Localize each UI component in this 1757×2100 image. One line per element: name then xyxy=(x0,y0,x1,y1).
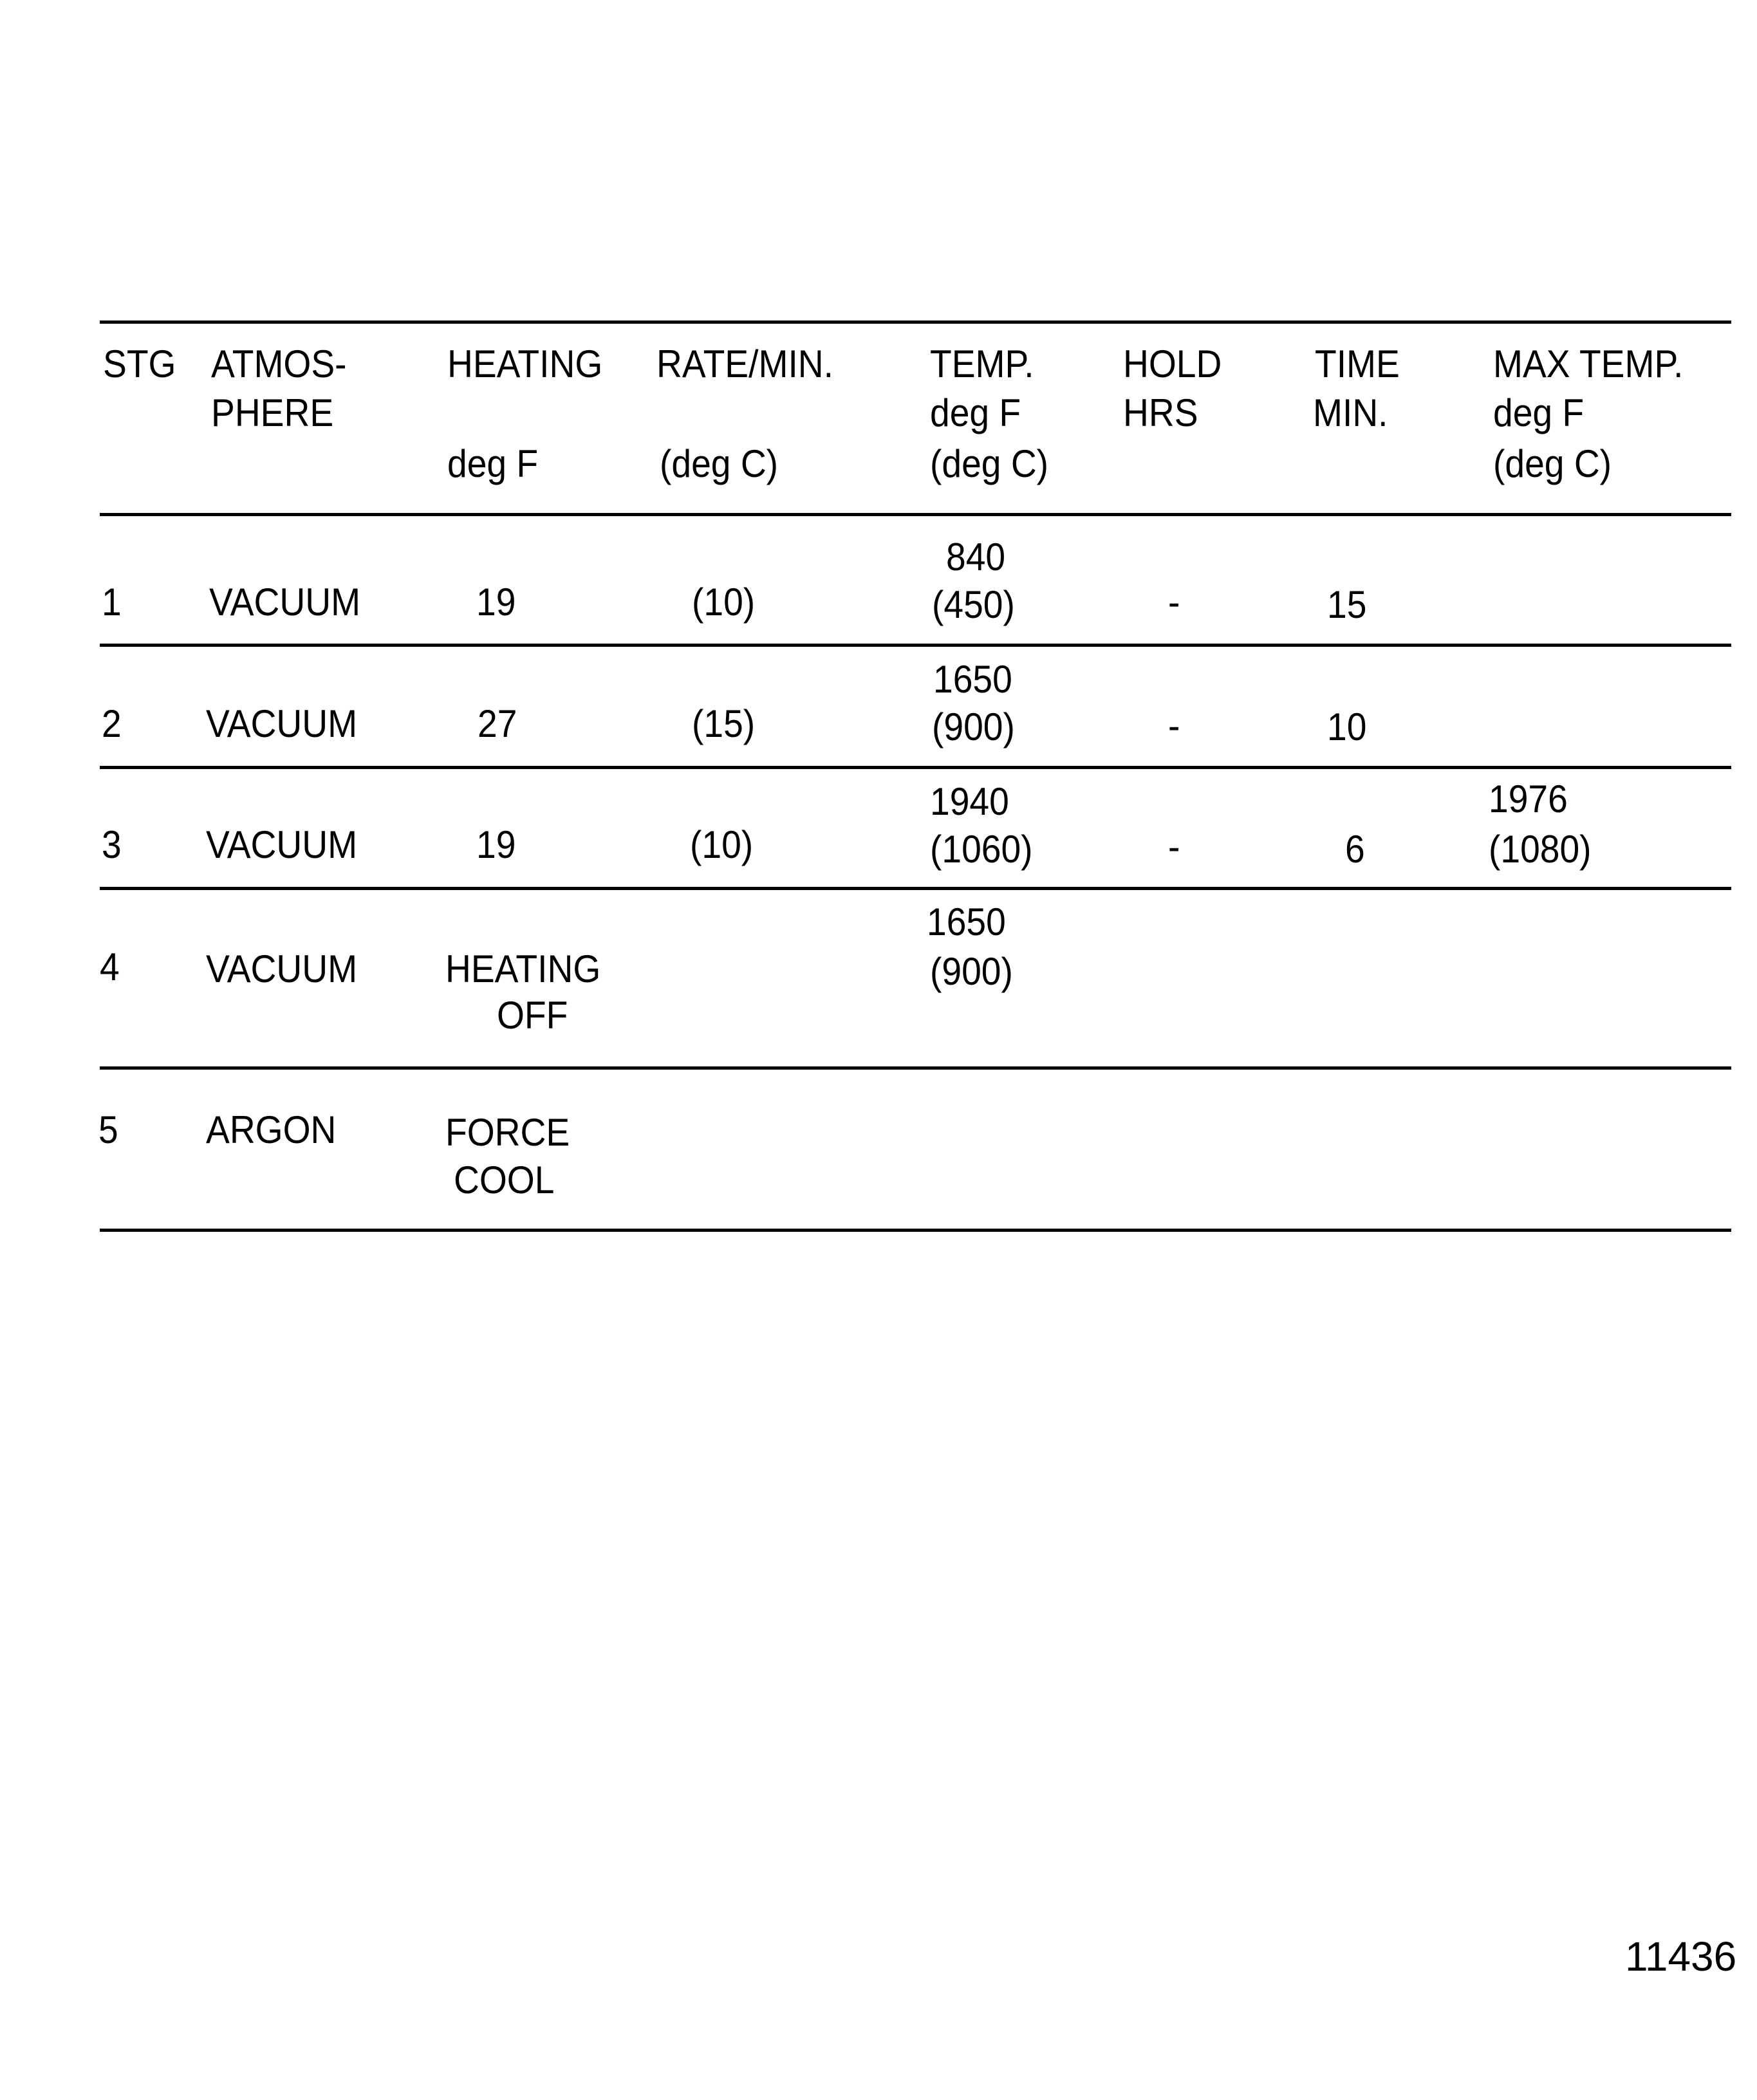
cell-rate-f: FORCE xyxy=(445,1111,570,1154)
header-max-temp-line1: MAX TEMP. xyxy=(1493,342,1684,386)
header-hold-line1: HOLD xyxy=(1123,342,1222,386)
cell-stg: 3 xyxy=(102,823,122,866)
cell-max-temp-f: 1976 xyxy=(1489,777,1568,821)
cell-time: 15 xyxy=(1327,583,1367,626)
figure-number: 11436 xyxy=(1625,1933,1737,1980)
cell-rate-c: (10) xyxy=(692,581,756,624)
cell-temp-c: (1060) xyxy=(930,828,1033,871)
cell-temp-c: (900) xyxy=(932,705,1015,748)
row-divider-4 xyxy=(100,1066,1731,1070)
cell-temp-f: 840 xyxy=(946,535,1006,579)
cell-atmosphere: ARGON xyxy=(206,1108,337,1151)
cell-rate-f: 19 xyxy=(476,581,516,624)
row-divider-2 xyxy=(100,766,1731,769)
table-bottom-rule xyxy=(100,1229,1731,1232)
header-temp-line3: (deg C) xyxy=(930,442,1049,485)
cell-rate-c: (10) xyxy=(690,823,754,866)
table-top-rule xyxy=(100,321,1731,324)
row-divider-1 xyxy=(100,644,1731,647)
cell-stg: 1 xyxy=(102,581,122,624)
header-rate-unit-c: (deg C) xyxy=(660,442,779,485)
header-atmosphere-line1: ATMOS- xyxy=(211,342,347,386)
cell-stg: 2 xyxy=(102,702,122,745)
header-max-temp-line3: (deg C) xyxy=(1493,442,1612,485)
cell-rate-f: 27 xyxy=(478,702,517,745)
header-rate-unit-f: deg F xyxy=(447,442,539,485)
cell-rate-f: HEATING xyxy=(445,947,601,990)
cell-rate-c: (15) xyxy=(692,702,756,745)
cell-temp-c: (450) xyxy=(932,583,1015,626)
cell-temp-f: 1650 xyxy=(933,658,1012,701)
cell-rate-f: 19 xyxy=(476,823,516,866)
header-stg: STG xyxy=(103,342,176,386)
header-max-temp-line2: deg F xyxy=(1493,391,1585,434)
cell-max-temp-c: (1080) xyxy=(1489,828,1592,871)
cell-atmosphere: VACUUM xyxy=(206,947,358,990)
cell-hold: - xyxy=(1168,581,1180,624)
cell-temp-f: 1940 xyxy=(930,780,1009,823)
header-heating: HEATING xyxy=(447,342,603,386)
cell-hold: - xyxy=(1168,704,1180,747)
header-time-line2: MIN. xyxy=(1313,391,1388,434)
row-divider-3 xyxy=(100,887,1731,890)
header-bottom-rule xyxy=(100,513,1731,516)
cell-atmosphere: VACUUM xyxy=(209,581,361,624)
header-temp-line2: deg F xyxy=(930,391,1021,434)
cell-time: 10 xyxy=(1327,705,1367,748)
cell-time: 6 xyxy=(1345,828,1365,871)
header-rate-per-min: RATE/MIN. xyxy=(656,342,833,386)
cell-atmosphere: VACUUM xyxy=(206,702,358,745)
cell-temp-f: 1650 xyxy=(927,900,1006,943)
header-hold-line2: HRS xyxy=(1123,391,1198,434)
header-atmosphere-line2: PHERE xyxy=(211,391,334,434)
cell-rate-f-line2: OFF xyxy=(497,994,568,1037)
header-temp-line1: TEMP. xyxy=(930,342,1034,386)
cell-hold: - xyxy=(1168,825,1180,868)
cell-stg: 4 xyxy=(100,945,120,989)
cell-rate-f-line2: COOL xyxy=(454,1158,555,1202)
cell-temp-c: (900) xyxy=(930,950,1013,993)
cell-atmosphere: VACUUM xyxy=(206,823,358,866)
cell-stg: 5 xyxy=(98,1108,118,1151)
header-time-line1: TIME xyxy=(1315,342,1400,386)
